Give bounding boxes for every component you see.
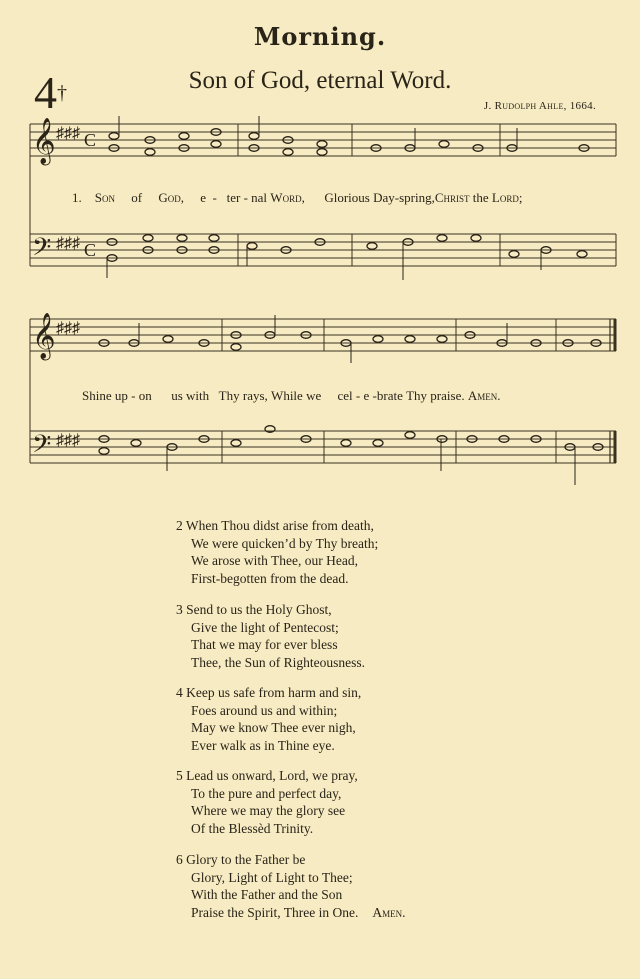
- bass-clef-icon: 𝄢: [32, 430, 52, 465]
- key-signature-bass: ♯♯♯: [56, 235, 80, 252]
- stanza-line: 4 Keep us safe from harm and sin,: [176, 685, 362, 700]
- treble-clef-icon: 𝄞: [32, 313, 56, 359]
- stanza-line: Glory, Light of Light to Thee;: [191, 869, 353, 885]
- lyric-syllable: e: [363, 388, 370, 403]
- lyric-syllable: Shine: [82, 388, 112, 403]
- lyric-syllable: God,: [158, 190, 184, 205]
- stanza-line: Thee, the Sun of Righteousness.: [191, 654, 365, 670]
- lyric-verse-1: [72, 190, 522, 206]
- composer-name: Rudolph Ahle: [494, 100, 564, 112]
- lyric-syllable: Glorious: [324, 190, 370, 205]
- lyric-syllable: praise.: [430, 388, 465, 403]
- treble-staff-1: [30, 124, 616, 156]
- lyric-hyphen: -: [243, 190, 248, 205]
- hymn-title: Son of God, eternal Word.: [188, 67, 452, 94]
- stanza-line: We arose with Thee, our Head,: [191, 553, 358, 568]
- lyric-syllable: Thy: [218, 388, 240, 403]
- stanza-3: [176, 601, 365, 671]
- lyric-syllable: While: [271, 388, 303, 403]
- lyric-syllable: nal: [251, 190, 268, 205]
- bass-clef-icon: 𝄢: [32, 233, 52, 268]
- key-signature-treble: ♯♯♯: [56, 320, 80, 337]
- lyric-syllable: up: [114, 388, 128, 403]
- stanza-line: 2 When Thou didst arise from death,: [176, 518, 374, 533]
- lyric-syllable: cel: [337, 388, 353, 403]
- stanza-line: Where we may the glory see: [191, 803, 346, 818]
- stanza-number: 2: [176, 518, 183, 533]
- lyric-syllable: Day-spring,: [373, 190, 435, 205]
- stanza-line: May we know Thee ever nigh,: [191, 720, 356, 735]
- bass-staff-2: [30, 431, 616, 463]
- dagger-mark: †: [57, 82, 67, 104]
- lyric-syllable: Son: [94, 190, 115, 205]
- stanza-line: 5 Lead us onward, Lord, we pray,: [176, 768, 358, 783]
- treble-staff-2: [30, 319, 616, 351]
- stanza-line: Of the Blessèd Trinity.: [191, 820, 314, 836]
- stanza-number: 6: [176, 852, 183, 867]
- stanza-4: [176, 684, 361, 754]
- lyric-hyphen: -: [355, 388, 361, 403]
- lyric-syllable: of: [131, 190, 143, 205]
- lyric-syllable: with: [186, 388, 210, 403]
- time-signature-treble: C: [84, 130, 97, 150]
- lyric-syllable: Christ: [434, 190, 470, 205]
- lyric-hyphen: -: [131, 388, 136, 403]
- lyric-hyphen: -: [372, 388, 377, 403]
- lyric-syllable: the: [472, 190, 489, 205]
- stanza-line: Praise the Spirit, Three in One. Amen.: [191, 904, 406, 920]
- stanza-6: [176, 851, 405, 921]
- section-title: Morning.: [253, 22, 387, 51]
- stanza-line: 6 Glory to the Father be: [176, 852, 306, 867]
- hymn-number-value: 4: [34, 67, 57, 118]
- lyric-syllable: we: [306, 388, 322, 403]
- stanza-line: Ever walk as in Thine eye.: [191, 737, 335, 753]
- stanza-line: First-begotten from the dead.: [191, 570, 349, 586]
- amen-label: Amen.: [467, 388, 501, 403]
- amen-label: Amen.: [372, 904, 406, 920]
- lyric-syllable: ter: [226, 190, 241, 205]
- stanza-line: 3 Send to us the Holy Ghost,: [176, 602, 332, 617]
- composer-year: , 1664.: [563, 100, 596, 112]
- stanza-line: That we may for ever bless: [191, 637, 338, 652]
- lyric-syllable: Lord;: [491, 190, 523, 205]
- stanza-line: To the pure and perfect day,: [191, 785, 342, 801]
- key-signature-treble: ♯♯♯: [56, 125, 80, 142]
- stanza-number: 5: [176, 768, 183, 783]
- lyric-syllable: e: [200, 190, 206, 205]
- lyric-syllable: brate: [376, 388, 403, 403]
- lyric-syllable: Thy: [406, 388, 428, 403]
- stanza-line: Give the light of Pentecost;: [191, 619, 339, 635]
- lyric-syllable: Word,: [270, 190, 305, 205]
- lyric-syllable: rays,: [242, 388, 268, 403]
- lyric-verse-2: [82, 388, 500, 404]
- composer-initial: J.: [483, 100, 495, 112]
- stanza-line: We were quicken’d by Thy breath;: [191, 535, 379, 551]
- stanza-number: 3: [176, 602, 183, 617]
- treble-clef-icon: 𝄞: [32, 118, 56, 164]
- stanza-line: Foes around us and within;: [191, 702, 338, 718]
- lyric-hyphen: -: [212, 190, 217, 205]
- stanza-5: [176, 767, 358, 837]
- lyric-syllable: on: [138, 388, 152, 403]
- verse-number-1: 1.: [72, 190, 82, 205]
- key-signature-bass: ♯♯♯: [56, 432, 80, 449]
- stanza-number: 4: [176, 685, 183, 700]
- stanza-line: With the Father and the Son: [191, 887, 343, 902]
- lyric-syllable: us: [171, 388, 183, 403]
- time-signature-bass: C: [84, 240, 97, 260]
- stanza-2: [176, 517, 378, 587]
